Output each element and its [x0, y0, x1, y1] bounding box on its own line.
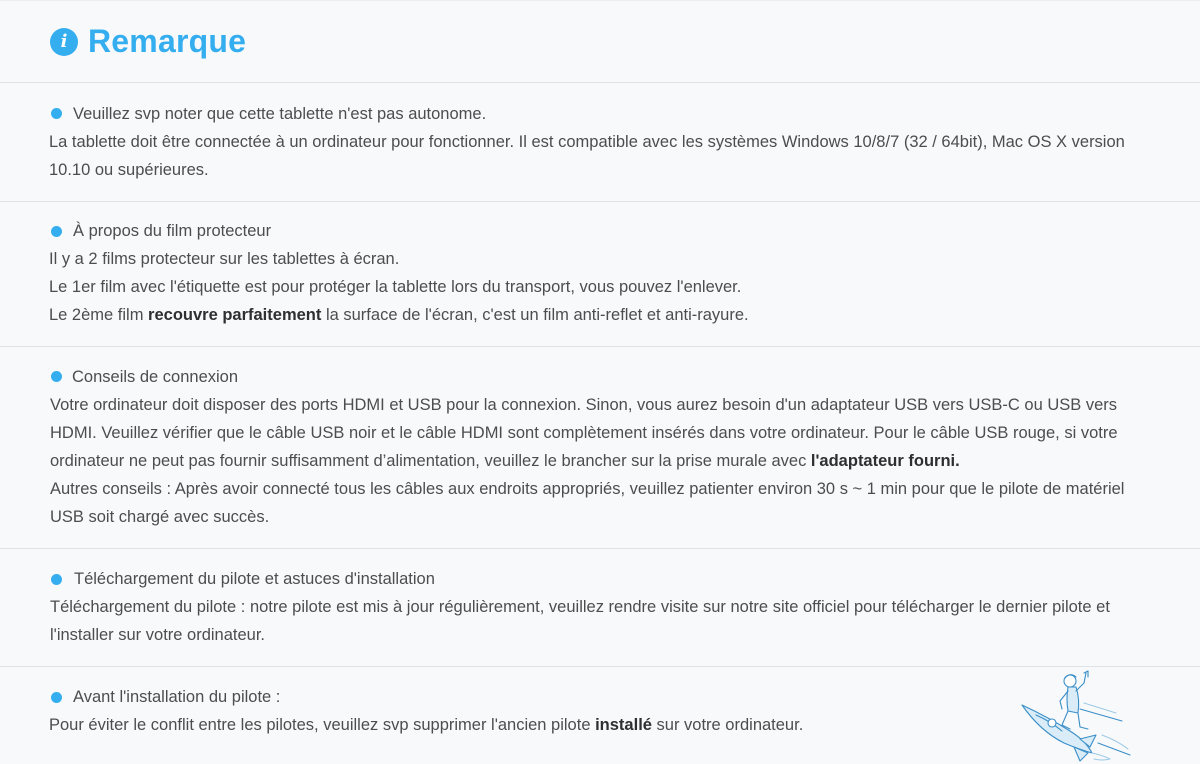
section-text-line: Téléchargement du pilote : notre pilote est mis à jour régulièrement, veuillez rendre visite sur notre site officiel pour télécharger le dernier pilote et	[50, 598, 1110, 616]
emphasis-text: recouvre parfaitement	[148, 306, 322, 324]
emphasis-text: installé	[595, 716, 652, 734]
page-title: Remarque	[88, 23, 247, 59]
note-section-driver-download	[0, 549, 1200, 667]
section-text-line: La tablette doit être connectée à un ordinateur pour fonctionner. Il est compatible avec les systèmes Windows 10/8/7 (32 / 64bit), Mac OS X version	[49, 133, 1125, 151]
section-heading: Téléchargement du pilote et astuces d'installation	[74, 570, 435, 588]
note-section-protective-film	[0, 202, 1200, 347]
section-heading: Avant l'installation du pilote :	[73, 688, 281, 706]
text-segment: la surface de l'écran, c'est un film anti-reflet et anti-rayure.	[321, 306, 749, 324]
bullet-icon	[51, 574, 62, 585]
note-section-autonomy	[0, 83, 1200, 202]
section-text-line	[49, 301, 749, 329]
bullet-icon	[51, 108, 62, 119]
section-text-line: l'installer sur votre ordinateur.	[50, 626, 265, 644]
text-segment: Le 2ème film	[49, 306, 149, 324]
section-text-line: HDMI. Veuillez vérifier que le câble USB noir et le câble HDMI sont complètement insérés dans votre ordinateur. Pour le câble USB rouge, si votre	[50, 424, 1118, 442]
bullet-icon	[51, 226, 62, 237]
section-heading: Conseils de connexion	[72, 368, 239, 386]
section-heading: À propos du film protecteur	[73, 222, 272, 240]
section-heading: Veuillez svp noter que cette tablette n'est pas autonome.	[73, 105, 487, 123]
section-text-line	[50, 447, 960, 475]
section-text-line: Votre ordinateur doit disposer des ports HDMI et USB pour la connexion. Sinon, vous aurez besoin d'un adaptateur USB vers USB-C ou USB vers	[50, 396, 1118, 414]
text-segment: ordinateur ne peut pas fournir suffisamment d’alimentation, veuillez le brancher sur la prise murale avec	[50, 452, 811, 470]
header	[0, 1, 1200, 83]
section-text-line	[49, 711, 803, 739]
section-text-line: Le 1er film avec l'étiquette est pour protéger la tablette lors du transport, vous pouvez l'enlever.	[49, 278, 742, 296]
bullet-icon	[51, 371, 62, 382]
emphasis-text: l'adaptateur fourni.	[810, 452, 960, 470]
section-text-line: Il y a 2 films protecteur sur les tablettes à écran.	[49, 250, 400, 268]
info-icon: i	[50, 28, 78, 56]
text-segment: Pour éviter le conflit entre les pilotes, veuillez svp supprimer l'ancien pilote	[49, 716, 596, 734]
bullet-icon	[51, 692, 62, 703]
section-text-line: 10.10 ou supérieures.	[49, 161, 209, 179]
note-section-connection-tips	[0, 347, 1200, 549]
section-text-line: Autres conseils : Après avoir connecté tous les câbles aux endroits appropriés, veuillez patienter environ 30 s ~ 1 min pour que le pilote de matériel	[50, 480, 1125, 498]
rocket-rider-illustration	[1018, 669, 1136, 763]
section-text-line: USB soit chargé avec succès.	[50, 508, 270, 526]
text-segment: sur votre ordinateur.	[651, 716, 804, 734]
